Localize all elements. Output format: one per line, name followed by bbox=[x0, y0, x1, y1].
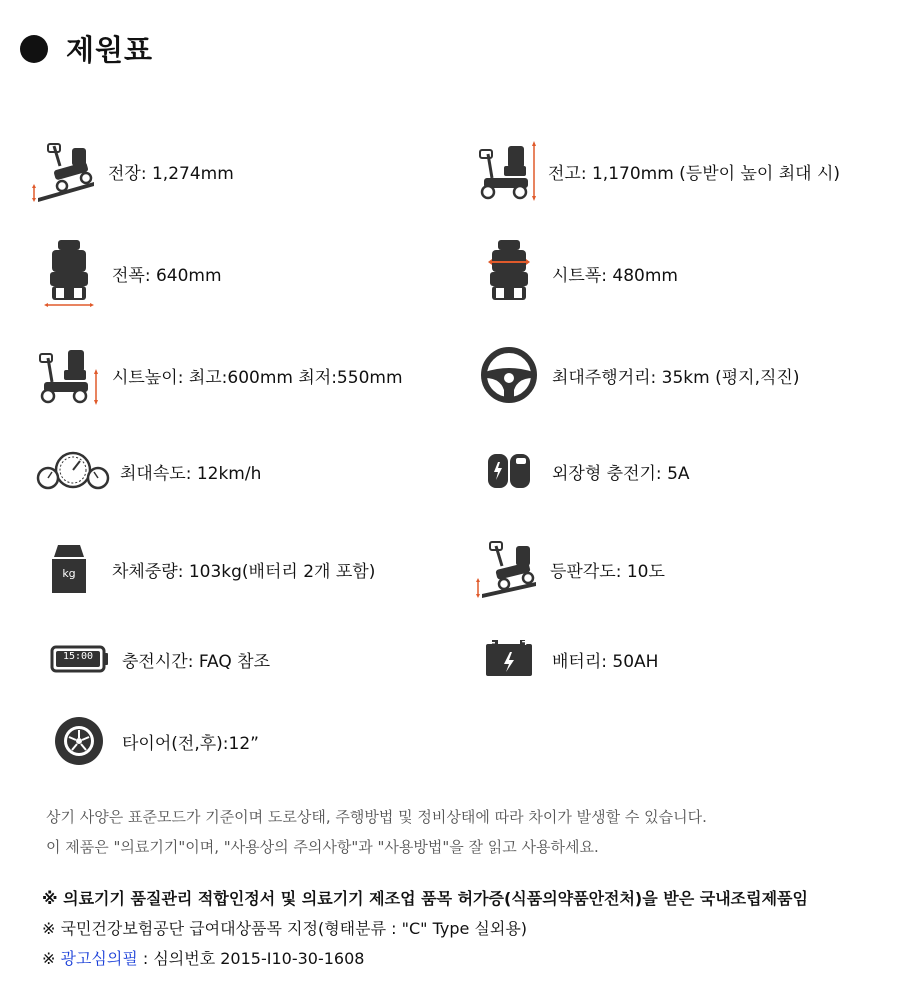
battery-plus: + bbox=[521, 635, 531, 648]
bullet-icon bbox=[20, 35, 48, 63]
spec-label: 타이어(전,후):12” bbox=[122, 733, 259, 754]
steering-wheel-icon bbox=[476, 342, 542, 408]
spec-label: 최대주행거리: 35km (평지,직진) bbox=[552, 367, 800, 388]
page-title: 제원표 bbox=[66, 33, 154, 67]
footer-line-1: ※ 의료기기 품질관리 적합인정서 및 의료기기 제조업 품목 허가증(식품의약품안전처)을 받은 국내조립제품임 bbox=[42, 889, 808, 908]
spec-label: 전장: 1,274mm bbox=[108, 163, 234, 184]
ad-review-link[interactable]: 광고심의필 bbox=[60, 949, 138, 968]
note-line-2: 이 제품은 "의료기기"이며, "사용상의 주의사항"과 "사용방법"을 잘 읽고 사용하세요. bbox=[46, 838, 599, 856]
footer-line-3 bbox=[42, 946, 364, 969]
spec-item-length bbox=[32, 138, 234, 204]
spec-item-charger bbox=[476, 438, 690, 504]
spec-label: 전고: 1,170mm (등받이 높이 최대 시) bbox=[548, 163, 841, 184]
weight-unit: kg bbox=[62, 567, 76, 580]
footer-prefix: ※ bbox=[42, 949, 61, 968]
spec-item-climb bbox=[474, 536, 665, 602]
seat-height-icon bbox=[36, 342, 102, 408]
battery-icon bbox=[476, 626, 542, 692]
spec-label: 외장형 충전기: 5A bbox=[552, 463, 690, 484]
spec-item-max-speed bbox=[36, 438, 261, 504]
spec-item-seat-width bbox=[476, 240, 678, 306]
spec-label: 전폭: 640mm bbox=[112, 265, 222, 286]
scooter-height-icon bbox=[472, 138, 538, 204]
tire-icon bbox=[46, 708, 112, 774]
spec-item-range bbox=[476, 342, 799, 408]
spec-item-charge-time bbox=[46, 626, 270, 692]
weight-icon bbox=[36, 536, 102, 602]
scooter-width-icon bbox=[36, 240, 102, 306]
footer-review-number: : 심의번호 2015-I10-30-1608 bbox=[137, 949, 365, 968]
charger-icon bbox=[476, 438, 542, 504]
spec-label: 등판각도: 10도 bbox=[550, 561, 665, 582]
spec-label: 배터리: 50AH bbox=[552, 651, 659, 672]
spec-label: 충전시간: FAQ 참조 bbox=[122, 651, 270, 672]
spec-item-width bbox=[36, 240, 222, 306]
spec-label: 시트폭: 480mm bbox=[552, 265, 678, 286]
spec-label: 차체중량: 103kg(배터리 2개 포함) bbox=[112, 561, 376, 582]
spec-label: 시트높이: 최고:600mm 최저:550mm bbox=[112, 367, 403, 388]
battery-minus: - bbox=[491, 636, 496, 649]
spec-item-battery bbox=[476, 626, 658, 692]
footer-line-2 bbox=[42, 916, 527, 939]
spec-label: 최대속도: 12km/h bbox=[120, 463, 262, 484]
climbing-angle-icon bbox=[474, 536, 540, 602]
note-line-1: 상기 사양은 표준모드가 기준이며 도로상태, 주행방법 및 정비상태에 따라 차이가 발생할 수 있습니다. bbox=[46, 808, 707, 826]
clock-display-text: 15:00 bbox=[62, 651, 94, 662]
spec-item-seat-height bbox=[36, 342, 403, 408]
footer-line-2-text: ※ 국민건강보험공단 급여대상품목 지정(형태분류 : "C" Type 실외용) bbox=[42, 919, 528, 938]
spec-header bbox=[20, 28, 153, 69]
speedometer-icon bbox=[36, 438, 110, 504]
scooter-ramp-length-icon bbox=[32, 138, 98, 204]
seat-width-icon bbox=[476, 240, 542, 306]
clock-display-icon bbox=[46, 626, 112, 692]
spec-item-tire bbox=[46, 708, 259, 774]
spec-item-height bbox=[472, 138, 840, 204]
spec-item-weight bbox=[36, 536, 375, 602]
